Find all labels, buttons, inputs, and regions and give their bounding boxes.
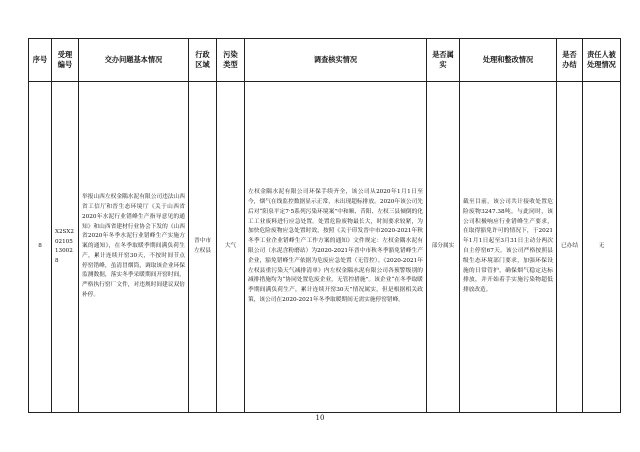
cell-handling: 截至目前，该公司共计接收处置危险废物3247.38吨。与此同时，该公司积极响应行业错峰生产要求，在取得豁免许可的情况下，于2021年1月1日起至3月31日主动分两次自主停窑67天。该公司严格按照县级生态环境部门要求，加强环保设施的日常管护，确保烟气稳定达标排放，并开始着手实施污染物超低排放改造。 [460, 82, 557, 413]
header-pollution-type: 污染类型 [217, 39, 245, 82]
cell-region: 晋中市左权县 [189, 82, 217, 413]
header-accept-no: 受理编号 [52, 39, 79, 82]
header-problem: 交办问题基本情况 [79, 39, 189, 82]
cell-accountability: 无 [583, 82, 621, 413]
header-row [29, 39, 621, 82]
cell-is-true: 部分属实 [427, 82, 460, 413]
header-accountability: 责任人被处理情况 [583, 39, 621, 82]
header-is-closed: 是否办结 [557, 39, 583, 82]
header-investigation: 调查核实情况 [245, 39, 427, 82]
header-seq: 序号 [29, 39, 52, 82]
case-table [28, 38, 621, 413]
cell-is-closed: 已办结 [557, 82, 583, 413]
header-handling: 处理和整改情况 [460, 39, 557, 82]
cell-accept-no: X2SX202105130028 [52, 82, 79, 413]
cell-pollution-type: 大气 [217, 82, 245, 413]
header-region: 行政区域 [189, 39, 217, 82]
header-is-true: 是否属实 [427, 39, 460, 82]
page-number: 10 [315, 414, 325, 422]
table-row [29, 82, 621, 413]
cell-problem: 举报山西左权金隅水泥有限公司违法山西省工信厅和晋生态环境厅《关于山西省2020年水泥行业错峰生产指导意见的通知》和山西省建材行业协会下发的《山西省2020年冬季水泥行业错峰生产实施方案的通知》，在冬季取暖季期间满负荷生产，累计连续开窑30天，不按时间节点停窑错峰，虽清冒烟筒，调取该企业环保监测数据，落实冬季采暖期间开窑时间，严格执行窑厂文件，对违规时间建议双倍补停。 [79, 82, 189, 413]
cell-investigation: 左权金隅水泥有限公司环保手续齐全，该公司从2020年1月1日至今，烟气在线监控数据显示正常，未出现超标排放。2020年该公司先后对“阳泉平定7·5系列污染环境案”中和顺、昔阳、左权三县倾倒的化工工业废料进行应急处置。处置危险废物最长大，时间要求较紧，为加快危险废物应急处置时效，按照《关于印发晋中市2020-2021年秋冬季工业企业错峰生产工作方案的通知》文件规定：左权金隅水泥有限公司（水泥含粉磨站）为2020-2021年晋中市秋冬季豁免错峰生产企业，豁免错峰生产依据为危废应急处置（无管控）。《2020-2021年左权县重污染天气减排清单》内左权金隅水泥有限公司各预警级别的减排措施均为“协同处置危废企业，无管控措施”。该企业“在冬季取暖季期间满负荷生产，累计连续开窑30天”情况属实，但是根据相关政策，该公司在2020-2021年冬季取暖期间无需实施停窑错峰。 [245, 82, 427, 413]
cell-seq: 8 [29, 82, 52, 413]
